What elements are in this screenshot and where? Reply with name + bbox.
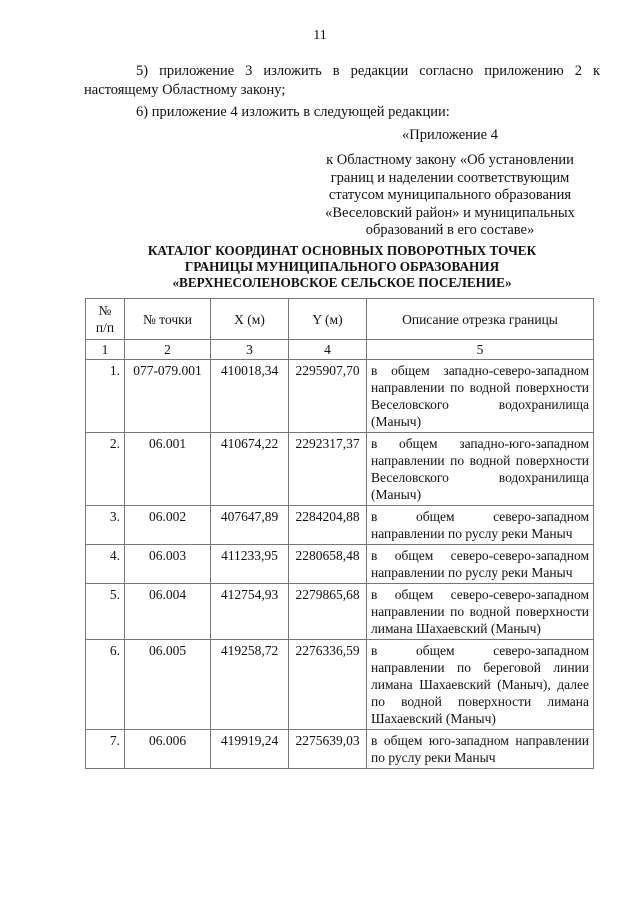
table-row — [86, 640, 594, 730]
row-point: 06.002 — [125, 506, 211, 545]
row-point: 06.004 — [125, 584, 211, 640]
row-point: 06.001 — [125, 433, 211, 506]
catalog-title-line: ГРАНИЦЫ МУНИЦИПАЛЬНОГО ОБРАЗОВАНИЯ — [184, 259, 500, 274]
column-number-row — [86, 340, 594, 360]
row-y: 2280658,48 — [289, 545, 367, 584]
header-y: Y (м) — [289, 299, 367, 340]
row-description: в общем западно-юго-западном направлении по водной поверхности Веселовского водохранилища (Маныч) — [367, 433, 594, 506]
row-x: 419919,24 — [211, 730, 289, 769]
catalog-title — [84, 243, 600, 291]
table-row — [86, 433, 594, 506]
table-row — [86, 584, 594, 640]
column-number: 1 — [86, 340, 125, 360]
catalog-title-line: «ВЕРХНЕСОЛЕНОВСКОЕ СЕЛЬСКОЕ ПОСЕЛЕНИЕ» — [172, 275, 512, 290]
row-x: 419258,72 — [211, 640, 289, 730]
row-y: 2284204,88 — [289, 506, 367, 545]
table-row — [86, 360, 594, 433]
row-y: 2279865,68 — [289, 584, 367, 640]
row-x: 411233,95 — [211, 545, 289, 584]
row-y: 2276336,59 — [289, 640, 367, 730]
table-row — [86, 506, 594, 545]
row-description: в общем северо-северо-западном направлении по руслу реки Маныч — [367, 545, 594, 584]
annex-ref-line: «Веселовский район» и муниципальных — [325, 204, 575, 221]
table-header-row — [86, 299, 594, 340]
row-y: 2292317,37 — [289, 433, 367, 506]
row-point: 077-079.001 — [125, 360, 211, 433]
column-number: 3 — [211, 340, 289, 360]
annex-ref-line: к Областному закону «Об установлении — [326, 152, 574, 168]
row-y: 2295907,70 — [289, 360, 367, 433]
table-row — [86, 730, 594, 769]
catalog-title-line: КАТАЛОГ КООРДИНАТ ОСНОВНЫХ ПОВОРОТНЫХ ТОЧЕК — [147, 243, 537, 258]
row-index: 3. — [86, 506, 125, 545]
row-index: 1. — [86, 360, 125, 433]
header-point: № точки — [125, 299, 211, 340]
row-index: 4. — [86, 545, 125, 584]
annex-title: «Приложение 4 — [402, 127, 498, 143]
annex-ref-line: образований в его составе» — [365, 222, 535, 238]
column-number: 2 — [125, 340, 211, 360]
page-number: 11 — [313, 28, 327, 43]
row-x: 412754,93 — [211, 584, 289, 640]
paragraph-item-5: 5) приложение 3 изложить в редакции согласно приложению 2 к настоящему Областному закону; — [84, 63, 600, 98]
paragraph-item-6: 6) приложение 4 изложить в следующей редакции: — [136, 104, 450, 120]
annex-ref-line: статусом муниципального образования — [328, 187, 572, 203]
row-point: 06.003 — [125, 545, 211, 584]
row-x: 410018,34 — [211, 360, 289, 433]
header-index — [86, 299, 125, 340]
header-description: Описание отрезка границы — [367, 299, 594, 340]
row-point: 06.005 — [125, 640, 211, 730]
row-index: 5. — [86, 584, 125, 640]
row-x: 410674,22 — [211, 433, 289, 506]
row-x: 407647,89 — [211, 506, 289, 545]
column-number: 5 — [367, 340, 594, 360]
table-row — [86, 545, 594, 584]
header-x: X (м) — [211, 299, 289, 340]
row-description: в общем западно-северо-западном направлении по водной поверхности Веселовского водохранилища (Маныч) — [367, 360, 594, 433]
annex-reference — [300, 152, 600, 240]
header-index-line: № — [98, 303, 112, 318]
row-description: в общем северо-западном направлении по руслу реки Маныч — [367, 506, 594, 545]
column-number: 4 — [289, 340, 367, 360]
row-y: 2275639,03 — [289, 730, 367, 769]
coordinates-table — [85, 298, 594, 769]
row-point: 06.006 — [125, 730, 211, 769]
row-index: 6. — [86, 640, 125, 730]
row-index: 2. — [86, 433, 125, 506]
annex-ref-line: границ и наделении соответствующим — [330, 169, 570, 186]
row-description: в общем северо-северо-западном направлении по водной поверхности лимана Шахаевский (Маныч) — [367, 584, 594, 640]
row-index: 7. — [86, 730, 125, 769]
row-description: в общем юго-западном направлении по руслу реки Маныч — [367, 730, 594, 769]
header-index-line: п/п — [95, 320, 115, 335]
row-description: в общем северо-западном направлении по береговой линии лимана Шахаевский (Маныч), далее по водной поверхности лимана Шахаевский (Маныч) — [367, 640, 594, 730]
